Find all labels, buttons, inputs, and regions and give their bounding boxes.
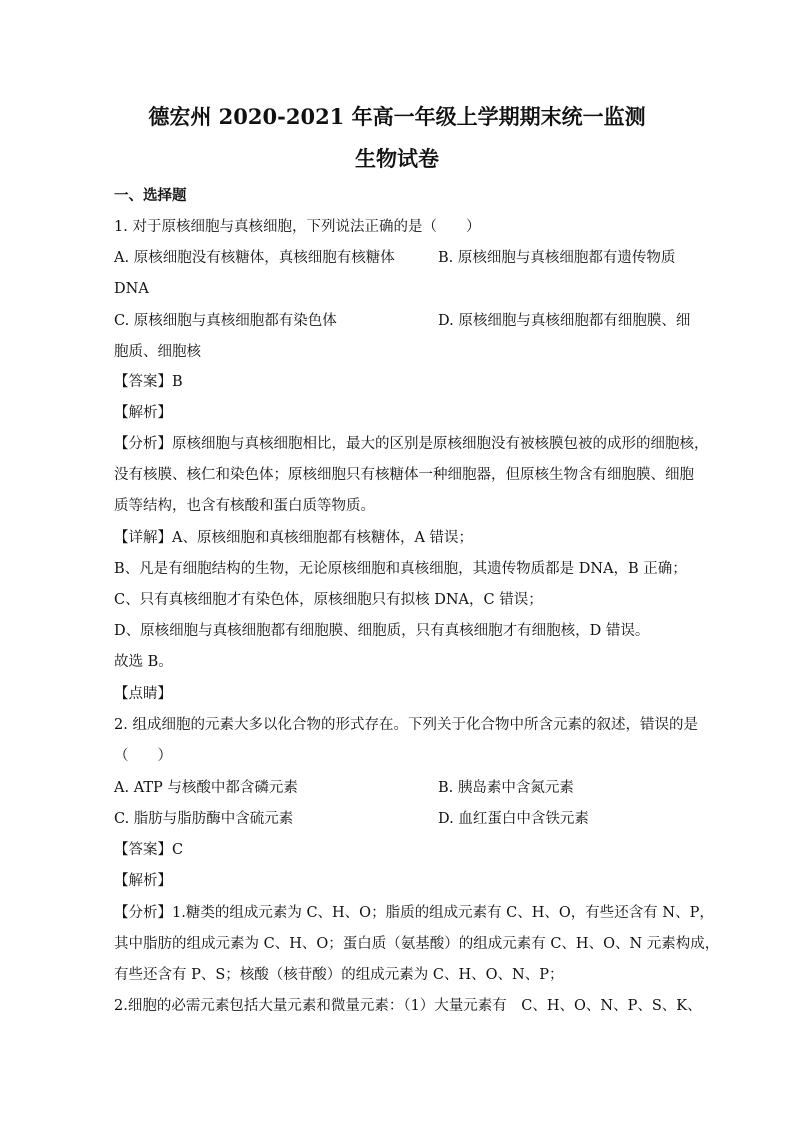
- question-1-analysis-line: 质等结构，也含有核酸和蛋白质等物质。: [114, 498, 375, 514]
- question-1-analysis-line: 【分析】原核细胞与真核细胞相比，最大的区别是原核细胞没有被核膜包被的成形的细胞核，: [114, 436, 709, 452]
- question-2-analysis-line: 其中脂肪的组成元素为 C、H、O；蛋白质（氨基酸）的组成元素有 C、H、O、N 元素构成，: [114, 936, 720, 952]
- question-1-detail-line: B、凡是有细胞结构的生物，无论原核细胞和真核细胞，其遗传物质都是 DNA，B 正确；: [114, 561, 687, 577]
- question-1-analysis-heading: 【解析】: [114, 405, 172, 421]
- question-2-analysis-line: 2.细胞的必需元素包括大量元素和微量元素：（1）大量元素有 C、H、O、N、P、S、K、: [114, 998, 702, 1014]
- question-1-option-b: B. 原核细胞与真核细胞都有遗传物质: [438, 250, 676, 266]
- question-1-detail-line: 【详解】A、原核细胞和真核细胞都有核糖体，A 错误；: [114, 530, 474, 546]
- question-1-conclusion: 故选 B。: [114, 654, 173, 670]
- question-2-option-a: A. ATP 与核酸中都含磷元素: [114, 780, 298, 796]
- question-2-option-d: D. 血红蛋白中含铁元素: [438, 811, 589, 827]
- exam-subject: 生物试卷: [355, 146, 439, 171]
- exam-title: 德宏州 2020-2021 年高一年级上学期期末统一监测: [148, 104, 646, 129]
- question-2-analysis-line: 【分析】1.糖类的组成元素为 C、H、O；脂质的组成元素有 C、H、O，有些还含有 N、P，: [114, 905, 714, 921]
- question-2-option-b: B. 胰岛素中含氮元素: [438, 780, 574, 796]
- question-1-answer: 【答案】B: [114, 374, 183, 390]
- question-2-analysis-heading: 【解析】: [114, 873, 172, 889]
- question-1-stem: 1. 对于原核细胞与真核细胞，下列说法正确的是（ ）: [114, 219, 481, 235]
- question-2-stem: 2. 组成细胞的元素大多以化合物的形式存在。下列关于化合物中所含元素的叙述，错误的是: [114, 717, 698, 733]
- question-1-comment: 【点睛】: [114, 686, 172, 702]
- question-1-option-d-continued: 胞质、细胞核: [114, 344, 201, 360]
- question-2-answer: 【答案】C: [114, 842, 184, 858]
- question-1-option-c: C. 原核细胞与真核细胞都有染色体: [114, 313, 337, 329]
- question-1-detail-line: C、只有真核细胞才有染色体，原核细胞只有拟核 DNA，C 错误；: [114, 592, 543, 608]
- question-2-option-c: C. 脂肪与脂肪酶中含硫元素: [114, 811, 294, 827]
- question-1-option-a: A. 原核细胞没有核糖体，真核细胞有核糖体: [114, 250, 395, 266]
- section-heading: 一、选择题: [114, 187, 187, 204]
- question-1-detail-line: D、原核细胞与真核细胞都有细胞膜、细胞质，只有真核细胞才有细胞核，D 错误。: [114, 623, 650, 639]
- question-1-option-b-continued: DNA: [114, 281, 149, 297]
- question-2-stem-continued: （ ）: [114, 748, 172, 764]
- question-1-analysis-line: 没有核膜、核仁和染色体；原核细胞只有核糖体一种细胞器，但原核生物含有细胞膜、细胞: [114, 467, 694, 483]
- question-2-analysis-line: 有些还含有 P、S；核酸（核苷酸）的组成元素为 C、H、O、N、P；: [114, 967, 564, 983]
- question-1-option-d: D. 原核细胞与真核细胞都有细胞膜、细: [438, 313, 691, 329]
